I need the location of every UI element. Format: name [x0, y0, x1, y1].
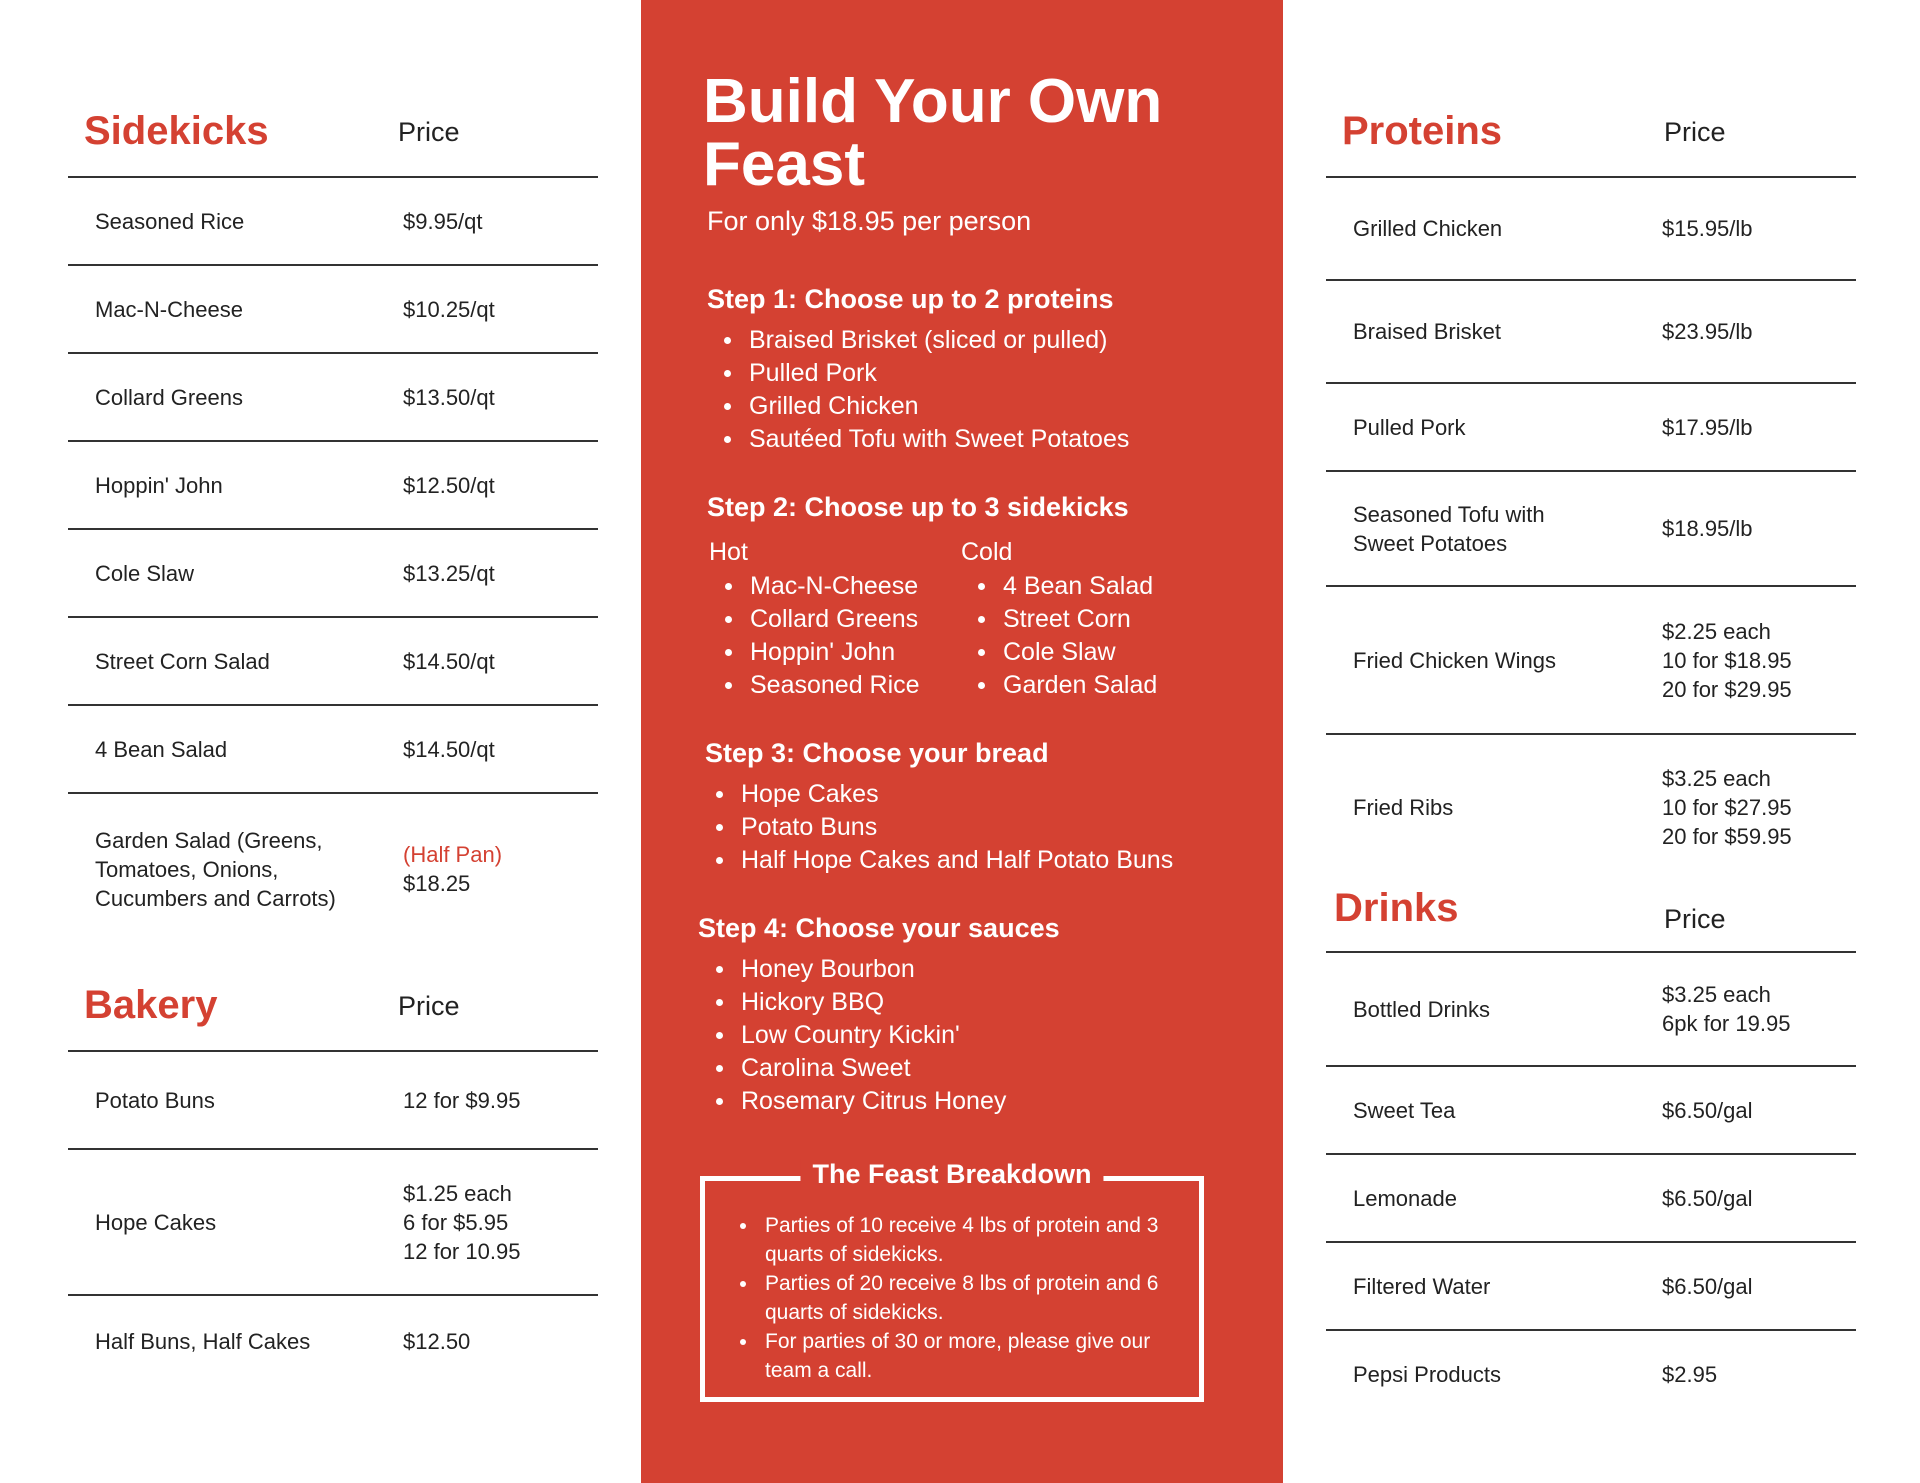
proteins-title: Proteins: [1342, 109, 1503, 153]
item-name: Mac-N-Cheese: [95, 296, 243, 322]
step1-list: [707, 324, 1129, 456]
cold-label: Cold: [961, 538, 1013, 566]
item-name: Cole Slaw: [95, 560, 195, 586]
menu-row: [1326, 735, 1856, 879]
item-name: Pulled Pork: [1353, 414, 1466, 440]
item-name: Braised Brisket: [1353, 319, 1501, 344]
feast-subtitle: For only $18.95 per person: [707, 206, 1032, 236]
menu-row: [1326, 1155, 1856, 1243]
drinks-header: [1326, 879, 1856, 953]
item-name: Street Corn Salad: [95, 648, 270, 674]
list-item: Street Corn: [961, 603, 1157, 636]
left-column: [68, 0, 598, 1386]
breakdown-title: The Feast Breakdown: [800, 1159, 1103, 1190]
step4-list: [699, 953, 1006, 1118]
feast-title: Build Your Own Feast: [703, 67, 1163, 199]
menu-row: [1326, 587, 1856, 735]
item-price: $3.25 each 10 for $27.95 20 for $59.95: [1662, 765, 1792, 849]
item-name: Filtered Water: [1353, 1273, 1491, 1299]
item-name: Bottled Drinks: [1353, 996, 1490, 1022]
menu-row: [1326, 384, 1856, 472]
menu-row: [1326, 281, 1856, 384]
bakery-price-label: Price: [398, 991, 460, 1021]
hot-list: [708, 570, 920, 702]
drinks-price-label: Price: [1664, 904, 1726, 934]
menu-row: [1326, 1331, 1856, 1417]
item-price: $18.95/lb: [1662, 516, 1753, 541]
step3-title: Step 3: Choose your bread: [705, 738, 1049, 768]
item-price: $2.25 each 10 for $18.95 20 for $29.95: [1662, 618, 1792, 702]
menu-row: [68, 1150, 598, 1296]
list-item: Garden Salad: [961, 669, 1157, 702]
item-price: $6.50/gal: [1662, 1097, 1753, 1123]
item-price: $13.25/qt: [403, 560, 495, 586]
item-price: $12.50: [403, 1328, 471, 1354]
item-price: $13.50/qt: [403, 384, 495, 410]
item-name: Lemonade: [1353, 1185, 1457, 1211]
menu-row: [68, 266, 598, 354]
right-column: [1326, 0, 1856, 1417]
sidekicks-title: Sidekicks: [84, 109, 269, 153]
item-name: Hope Cakes: [95, 1209, 217, 1235]
list-item: Half Hope Cakes and Half Potato Buns: [699, 844, 1173, 877]
list-item: Collard Greens: [708, 603, 920, 636]
item-price: $17.95/lb: [1662, 414, 1753, 440]
item-price: $9.95/qt: [403, 208, 483, 234]
list-item: Carolina Sweet: [699, 1052, 1006, 1085]
list-item: Hope Cakes: [699, 778, 1173, 811]
menu-row: [1326, 472, 1856, 587]
item-name: Seasoned Rice: [95, 208, 245, 234]
feast-header: [703, 67, 1263, 237]
list-item: Hickory BBQ: [699, 986, 1006, 1019]
list-item: Rosemary Citrus Honey: [699, 1085, 1006, 1118]
item-name: Pepsi Products: [1353, 1361, 1501, 1387]
list-item: Low Country Kickin': [699, 1019, 1006, 1052]
list-item: Parties of 20 receive 8 lbs of protein and 6 quarts of sidekicks.: [720, 1269, 1190, 1327]
item-price: $10.25/qt: [403, 296, 495, 322]
list-item: Seasoned Rice: [708, 669, 920, 702]
item-price: $6.50/gal: [1662, 1185, 1753, 1211]
feast-panel: [641, 0, 1283, 1483]
item-name: Potato Buns: [95, 1087, 215, 1113]
step4-title: Step 4: Choose your sauces: [698, 913, 1060, 943]
list-item: Hoppin' John: [708, 636, 920, 669]
menu-row: [68, 1052, 598, 1150]
item-price: $1.25 each 6 for $5.95 12 for 10.95: [403, 1180, 521, 1264]
item-name: Fried Ribs: [1353, 794, 1454, 820]
list-item: Mac-N-Cheese: [708, 570, 920, 603]
item-name: Collard Greens: [95, 384, 243, 410]
list-item: Cole Slaw: [961, 636, 1157, 669]
menu-row: [68, 794, 598, 944]
item-name: Garden Salad (Greens, Tomatoes, Onions, Cucumbers and Carrots): [95, 827, 336, 911]
menu-row: [1326, 1067, 1856, 1155]
step1-title: Step 1: Choose up to 2 proteins: [707, 284, 1114, 314]
item-price: $14.50/qt: [403, 736, 495, 762]
item-price: 12 for $9.95: [403, 1087, 521, 1113]
item-name: Sweet Tea: [1353, 1097, 1456, 1123]
bakery-title: Bakery: [84, 983, 218, 1027]
list-item: Honey Bourbon: [699, 953, 1006, 986]
proteins-price-label: Price: [1664, 117, 1726, 147]
item-price: $12.50/qt: [403, 472, 495, 498]
item-name: Seasoned Tofu with Sweet Potatoes: [1353, 501, 1545, 556]
item-name: Hoppin' John: [95, 472, 223, 498]
step2-title: Step 2: Choose up to 3 sidekicks: [707, 492, 1129, 522]
item-name: Fried Chicken Wings: [1353, 647, 1556, 673]
list-item: Braised Brisket (sliced or pulled): [707, 324, 1129, 357]
menu-row: [68, 706, 598, 794]
menu-row: [68, 354, 598, 442]
item-price: $3.25 each 6pk for 19.95: [1662, 982, 1791, 1036]
drinks-title: Drinks: [1334, 886, 1459, 930]
list-item: Grilled Chicken: [707, 390, 1129, 423]
price-value: $18.25: [403, 871, 471, 896]
breakdown-list: [720, 1211, 1190, 1385]
menu-row: [68, 442, 598, 530]
bakery-header: [68, 944, 598, 1052]
item-price: $6.50/gal: [1662, 1273, 1753, 1299]
menu-row: [68, 618, 598, 706]
list-item: Potato Buns: [699, 811, 1173, 844]
list-item: 4 Bean Salad: [961, 570, 1157, 603]
list-item: Parties of 10 receive 4 lbs of protein and 3 quarts of sidekicks.: [720, 1211, 1190, 1269]
item-price: $14.50/qt: [403, 648, 495, 674]
item-name: 4 Bean Salad: [95, 736, 228, 762]
hot-label: Hot: [709, 538, 748, 566]
price-note: (Half Pan): [403, 842, 503, 867]
list-item: Sautéed Tofu with Sweet Potatoes: [707, 423, 1129, 456]
item-name: Half Buns, Half Cakes: [95, 1328, 311, 1354]
menu-row: [1326, 1243, 1856, 1331]
item-name: Grilled Chicken: [1353, 216, 1503, 241]
feast-breakdown-box: [700, 1159, 1204, 1402]
cold-list: [961, 570, 1157, 702]
item-price: [403, 840, 603, 898]
item-price: $23.95/lb: [1662, 319, 1753, 344]
proteins-header: [1326, 0, 1856, 178]
menu-row: [1326, 178, 1856, 281]
menu-row: [1326, 953, 1856, 1067]
item-price: $15.95/lb: [1662, 216, 1753, 241]
list-item: Pulled Pork: [707, 357, 1129, 390]
item-price: $2.95: [1662, 1361, 1718, 1387]
sidekicks-price-label: Price: [398, 117, 460, 147]
list-item: For parties of 30 or more, please give our team a call.: [720, 1327, 1190, 1385]
menu-row: [68, 1296, 598, 1386]
menu-row: [68, 178, 598, 266]
step3-list: [699, 778, 1173, 877]
menu-row: [68, 530, 598, 618]
sidekicks-header: [68, 0, 598, 178]
